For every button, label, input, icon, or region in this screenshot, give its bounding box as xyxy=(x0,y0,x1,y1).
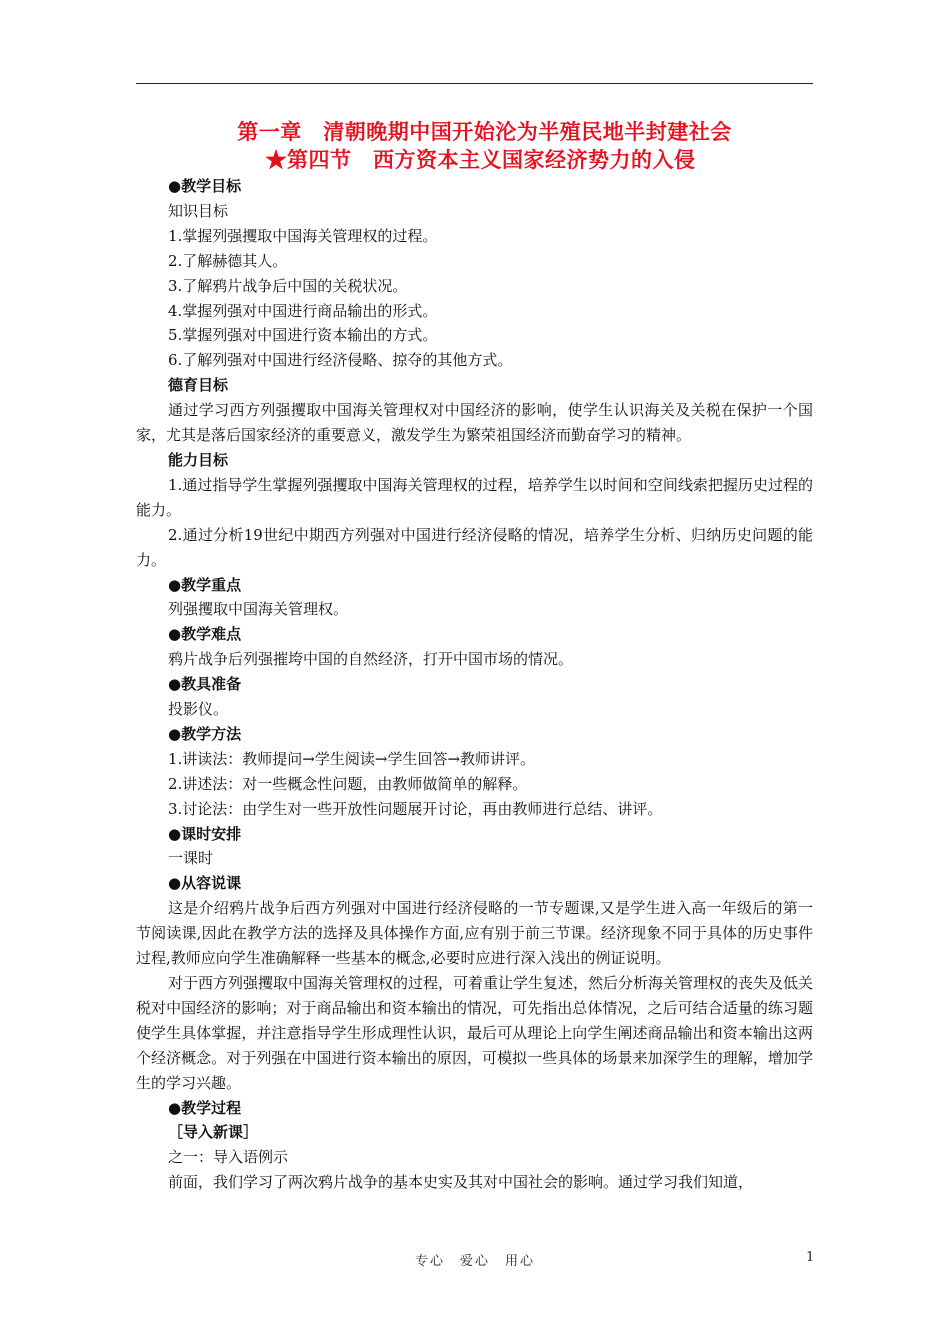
method-item: 3.讨论法：由学生对一些开放性问题展开讨论，再由教师进行总结、讲评。 xyxy=(168,799,663,818)
knowledge-item: 2.了解赫德其人。 xyxy=(168,251,288,270)
knowledge-item: 1.掌握列强攫取中国海关管理权的过程。 xyxy=(168,226,438,245)
header-rule xyxy=(136,83,813,84)
heading-schedule: ●课时安排 xyxy=(168,824,242,843)
chapter-title: 第一章 清朝晚期中国开始沦为半殖民地半封建社会 xyxy=(237,119,732,144)
subheading-knowledge: 知识目标 xyxy=(168,201,229,220)
method-item: 1.讲读法：教师提问→学生阅读→学生回答→教师讲评。 xyxy=(168,749,536,768)
subheading-moral: 德育目标 xyxy=(168,376,229,395)
ability-item: 1.通过指导学生掌握列强攫取中国海关管理权的过程，培养学生以时间和空间线索把握历史过程的能力。 xyxy=(136,475,813,519)
heading-methods: ●教学方法 xyxy=(168,724,242,743)
heading-process: ●教学过程 xyxy=(168,1098,242,1117)
knowledge-item: 4.掌握列强对中国进行商品输出的形式。 xyxy=(168,301,438,320)
heading-difficulty: ●教学难点 xyxy=(168,625,242,644)
subheading-intro: ［导入新课］ xyxy=(168,1123,259,1142)
intro-sample-label: 之一：导入语例示 xyxy=(168,1148,289,1167)
discussion-paragraph: 对于西方列强攫取中国海关管理权的过程，可着重让学生复述，然后分析海关管理权的丧失及低关税对中国经济的影响；对于商品输出和资本输出的情况，可先指出总体情况，之后可结合适量的练习题使学生具体掌握，并注意指导学生形成理性认识，最后可从理论上向学生阐述商品输出和资本输出这两个经济概念。对于列强在中国进行资本输出的原因，可模拟一些具体的场景来加深学生的理解，增加学生的学习兴趣。 xyxy=(136,974,814,1092)
section-title: ★第四节 西方资本主义国家经济势力的入侵 xyxy=(265,147,696,172)
moral-paragraph: 通过学习西方列强攫取中国海关管理权对中国经济的影响，使学生认识海关及关税在保护一个国家，尤其是落后国家经济的重要意义，激发学生为繁荣祖国经济而勤奋学习的精神。 xyxy=(136,401,813,445)
heading-tools: ●教具准备 xyxy=(168,675,242,694)
tools-text: 投影仪。 xyxy=(168,700,229,719)
method-item: 2.讲述法：对一些概念性问题，由教师做简单的解释。 xyxy=(168,774,528,793)
heading-teaching-goals: ●教学目标 xyxy=(168,177,242,195)
schedule-text: 一课时 xyxy=(168,849,214,868)
document-body xyxy=(136,118,813,1195)
ability-item: 2.通过分析19世纪中期西方列强对中国进行经济侵略的情况，培养学生分析、归纳历史问题的能力。 xyxy=(136,525,813,569)
heading-discussion: ●从容说课 xyxy=(168,874,242,893)
key-point-text: 列强攫取中国海关管理权。 xyxy=(168,600,349,619)
knowledge-item: 5.掌握列强对中国进行资本输出的方式。 xyxy=(168,326,438,345)
footer-motto: 专心 爱心 用心 xyxy=(414,1254,535,1269)
heading-key-point: ●教学重点 xyxy=(168,575,242,594)
discussion-paragraph: 这是介绍鸦片战争后西方列强对中国进行经济侵略的一节专题课,又是学生进入高一年级后的第一节阅读课,因此在教学方法的选择及具体操作方面,应有别于前三节课。经济现象不同于具体的历史事件过程,教师应向学生准确解释一些基本的概念,必要时应进行深入浅出的例证说明。 xyxy=(136,899,813,968)
difficulty-text: 鸦片战争后列强摧垮中国的自然经济，打开中国市场的情况。 xyxy=(168,650,574,669)
page-number: 1 xyxy=(806,1250,815,1265)
knowledge-item: 6.了解列强对中国进行经济侵略、掠夺的其他方式。 xyxy=(168,351,513,370)
subheading-ability: 能力目标 xyxy=(168,450,229,469)
knowledge-item: 3.了解鸦片战争后中国的关税状况。 xyxy=(168,276,408,295)
process-paragraph: 前面，我们学习了两次鸦片战争的基本史实及其对中国社会的影响。通过学习我们知道， xyxy=(168,1173,754,1192)
